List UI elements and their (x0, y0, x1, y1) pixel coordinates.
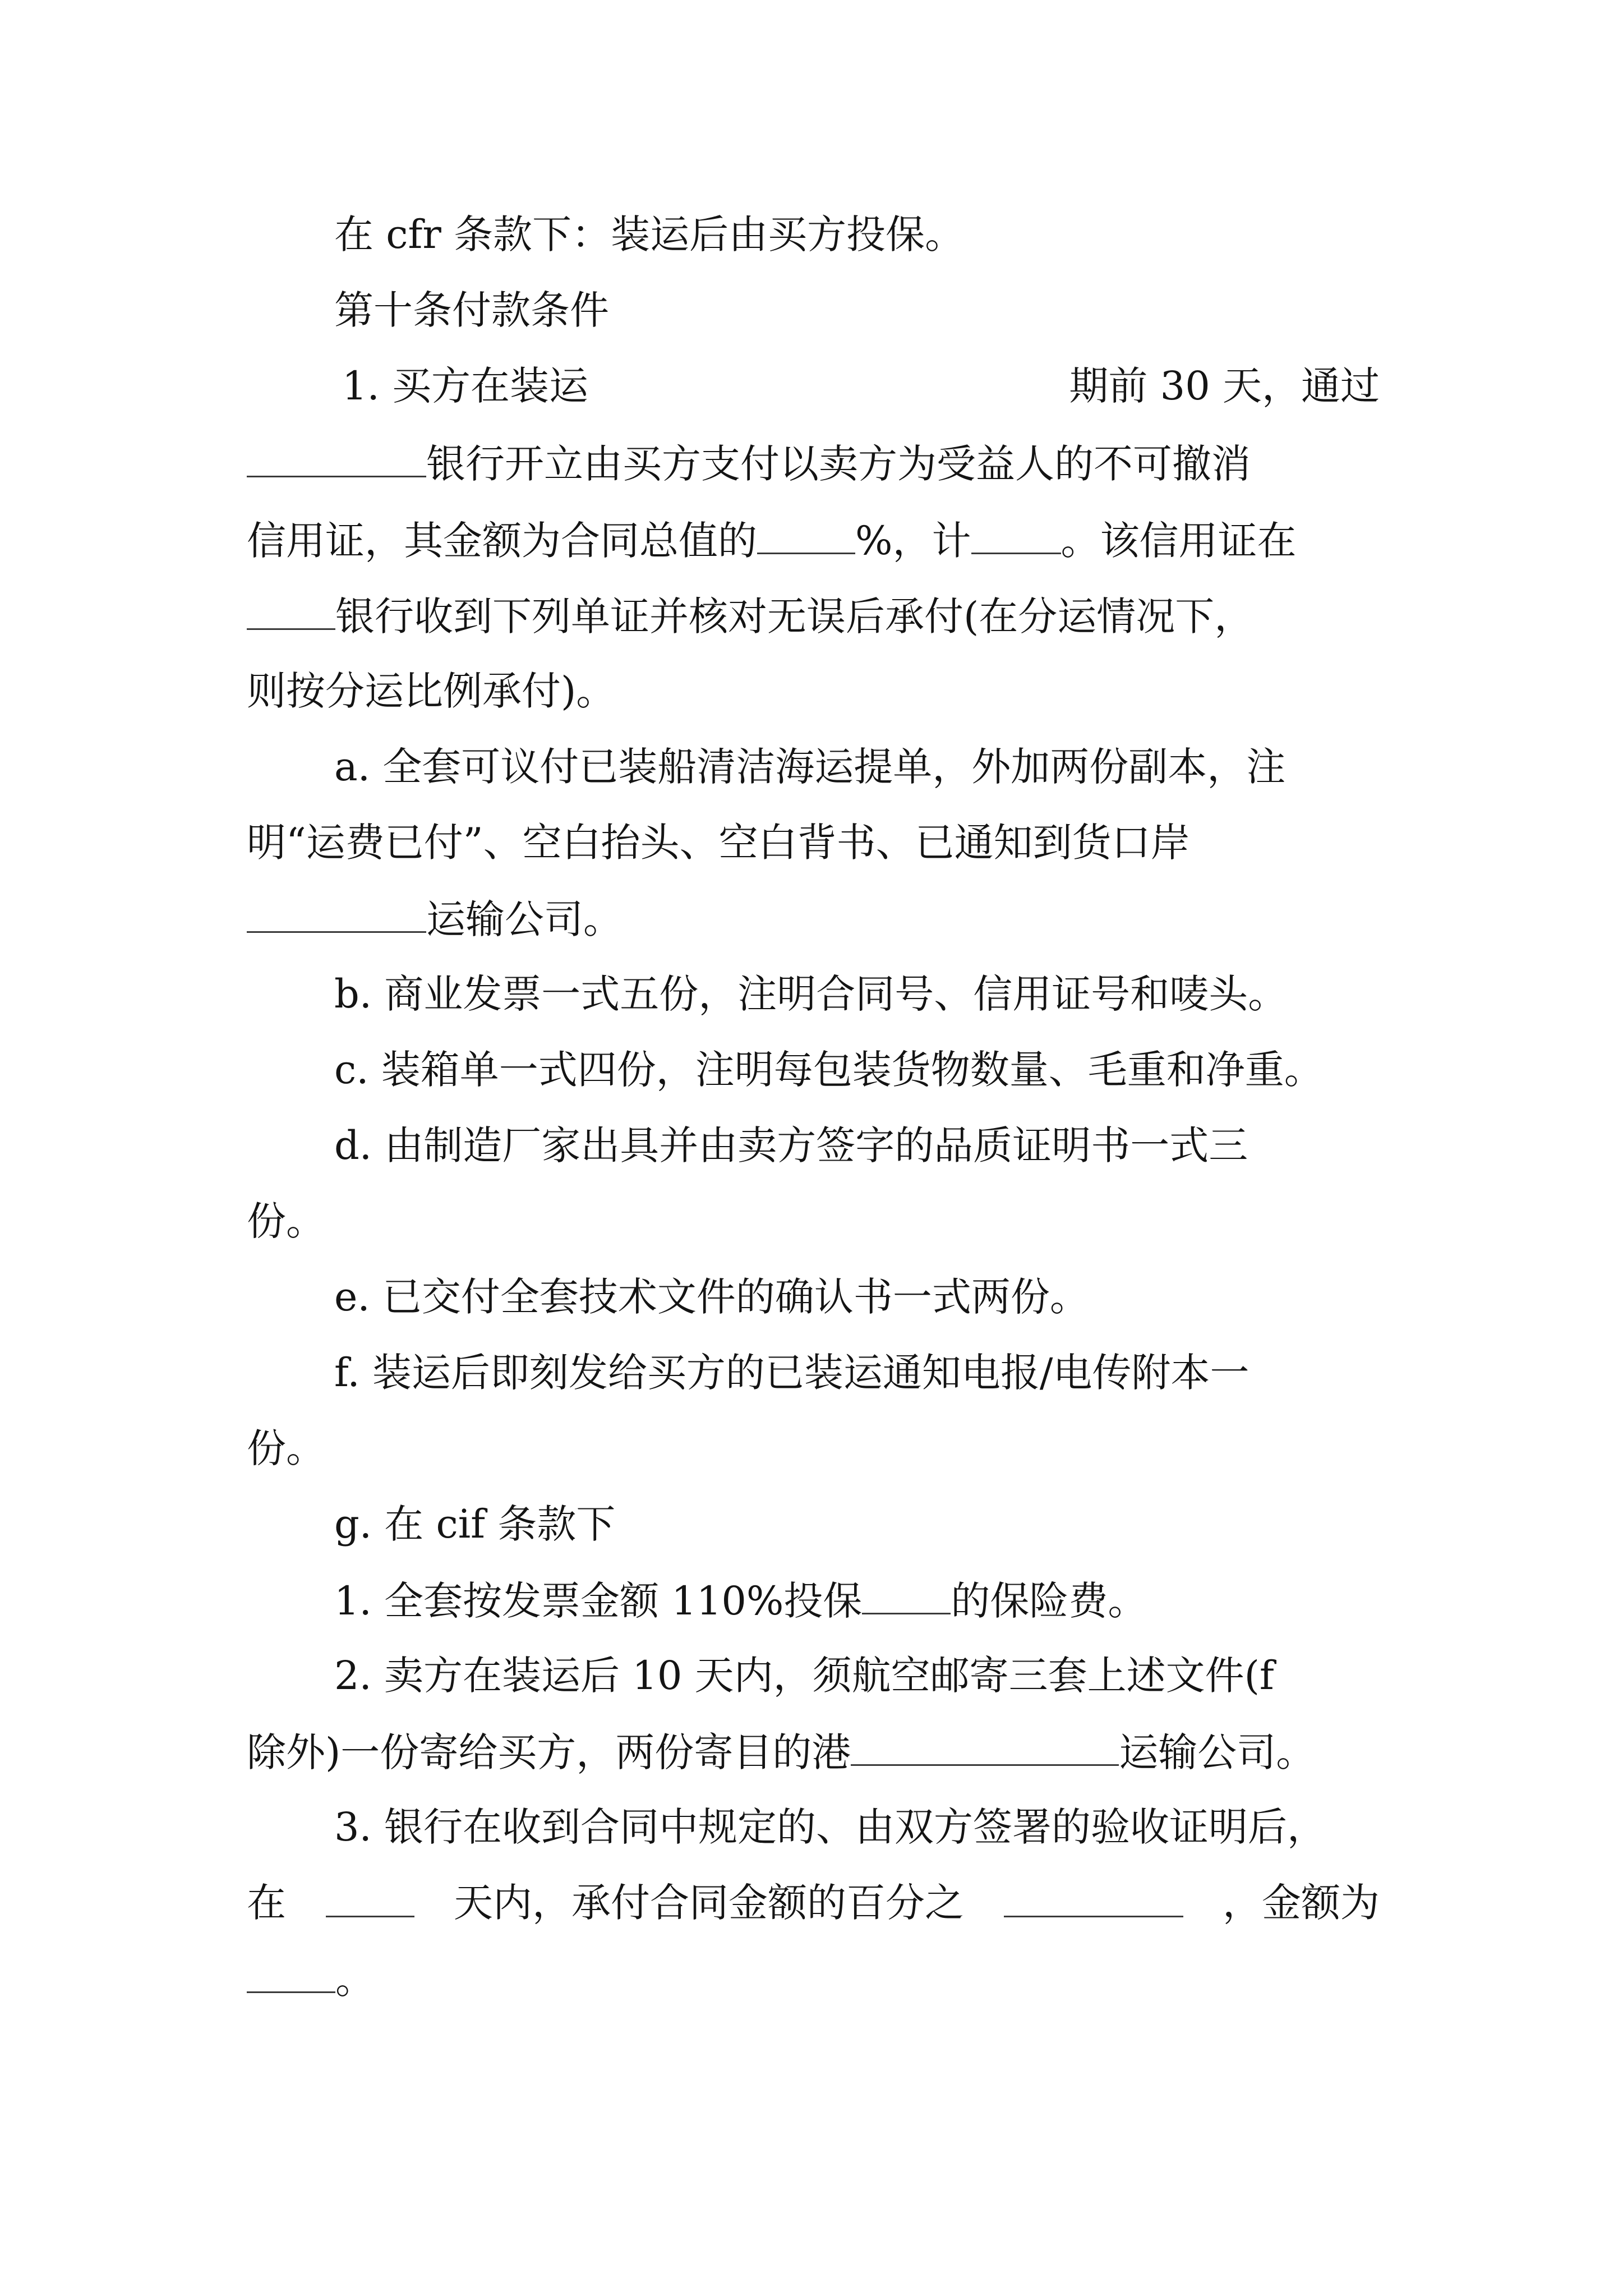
text-segment: 在 (247, 1880, 286, 1926)
text-segment: %，计 (855, 518, 971, 564)
text-segment: c. 装箱单一式四份，注明每包装货物数量、毛重和净重。 (334, 1047, 1324, 1093)
payment-clause-1-line-5 (247, 668, 1380, 714)
document-item-e (334, 1274, 1380, 1320)
text-line: 在 cfr 条款下：装运后由买方投保。 (334, 211, 965, 257)
text-segment: 。该信用证在 (1061, 518, 1297, 564)
document-item-f-line-2 (247, 1425, 1380, 1471)
cif-item-1 (334, 1578, 1380, 1624)
document-item-f-line-1 (334, 1350, 1380, 1396)
text-segment: 除外)一份寄给买方，两份寄目的港 (247, 1729, 851, 1775)
paragraph-insurance-cfr (334, 211, 1380, 257)
document-item-a-line-2 (247, 820, 1380, 866)
blank-field (862, 1580, 951, 1614)
cif-item-3-line-1 (334, 1804, 1380, 1850)
blank-field (326, 1883, 414, 1917)
document-item-c (334, 1047, 1380, 1093)
text-segment: 银行收到下列单证并核对无误后承付(在分运情况下， (335, 593, 1254, 639)
cif-item-3-line-3 (247, 1957, 1380, 2003)
document-item-a-line-3 (247, 896, 1380, 942)
text-segment: 信用证，其金额为合同总值的 (247, 518, 757, 564)
payment-clause-1-line-1 (342, 363, 1380, 409)
section-heading-article-10 (334, 287, 1380, 333)
cif-item-2-line-2 (247, 1729, 1380, 1775)
document-item-d-line-1 (334, 1122, 1380, 1168)
blank-field (247, 596, 335, 630)
payment-clause-1-line-4 (247, 593, 1380, 639)
text-segment: 天内，承付合同金额的百分之 (454, 1880, 964, 1926)
text-segment: a. 全套可议付已装船清洁海运提单，外加两份副本，注 (334, 744, 1286, 790)
blank-field (247, 443, 426, 477)
document-item-a-line-1 (334, 744, 1380, 790)
text-segment: 明“运费已付”、空白抬头、空白背书、已通知到货口岸 (247, 820, 1190, 866)
text-segment: 2. 卖方在装运后 10 天内，须航空邮寄三套上述文件(f (334, 1653, 1274, 1699)
text-segment: 份。 (247, 1198, 325, 1244)
blank-field (247, 899, 426, 933)
text-segment: 份。 (247, 1425, 325, 1471)
text-segment: f. 装运后即刻发给买方的已装运通知电报/电传附本一 (334, 1350, 1249, 1396)
blank-field (1004, 1883, 1183, 1917)
blank-field (971, 520, 1061, 554)
blank-field (851, 1732, 1119, 1766)
text-segment: 则按分运比例承付)。 (247, 668, 616, 714)
document-item-d-line-2 (247, 1198, 1380, 1244)
text-segment: 运输公司。 (1119, 1729, 1316, 1775)
text-segment: b. 商业发票一式五份，注明合同号、信用证号和唛头。 (334, 971, 1288, 1017)
heading-text: 第十条付款条件 (334, 287, 609, 333)
text-segment: g. 在 cif 条款下 (334, 1501, 616, 1547)
document-item-g (334, 1501, 1380, 1547)
text-segment: 3. 银行在收到合同中规定的、由双方签署的验收证明后， (334, 1804, 1327, 1850)
text-segment: d. 由制造厂家出具并由卖方签字的品质证明书一式三 (334, 1122, 1248, 1168)
blank-field (757, 520, 855, 554)
payment-clause-1-line-3 (247, 518, 1380, 564)
text-segment: ，金额为 (1223, 1880, 1380, 1926)
text-segment: 1. 买方在装运 (342, 363, 589, 409)
text-segment: 。 (335, 1957, 375, 2003)
cif-item-3-line-2 (247, 1880, 1380, 1926)
text-segment: 的保险费。 (951, 1578, 1147, 1624)
text-segment: 1. 全套按发票金额 110%投保 (334, 1578, 863, 1624)
text-segment: 银行开立由买方支付以卖方为受益人的不可撤消 (426, 441, 1251, 487)
blank-field (247, 1959, 335, 1993)
cif-item-2-line-1 (334, 1653, 1380, 1699)
text-segment: 期前 30 天，通过 (1069, 363, 1380, 409)
text-segment: 运输公司。 (426, 896, 623, 942)
payment-clause-1-line-2 (247, 441, 1380, 487)
document-item-b (334, 971, 1380, 1017)
text-segment: e. 已交付全套技术文件的确认书一式两份。 (334, 1274, 1089, 1320)
